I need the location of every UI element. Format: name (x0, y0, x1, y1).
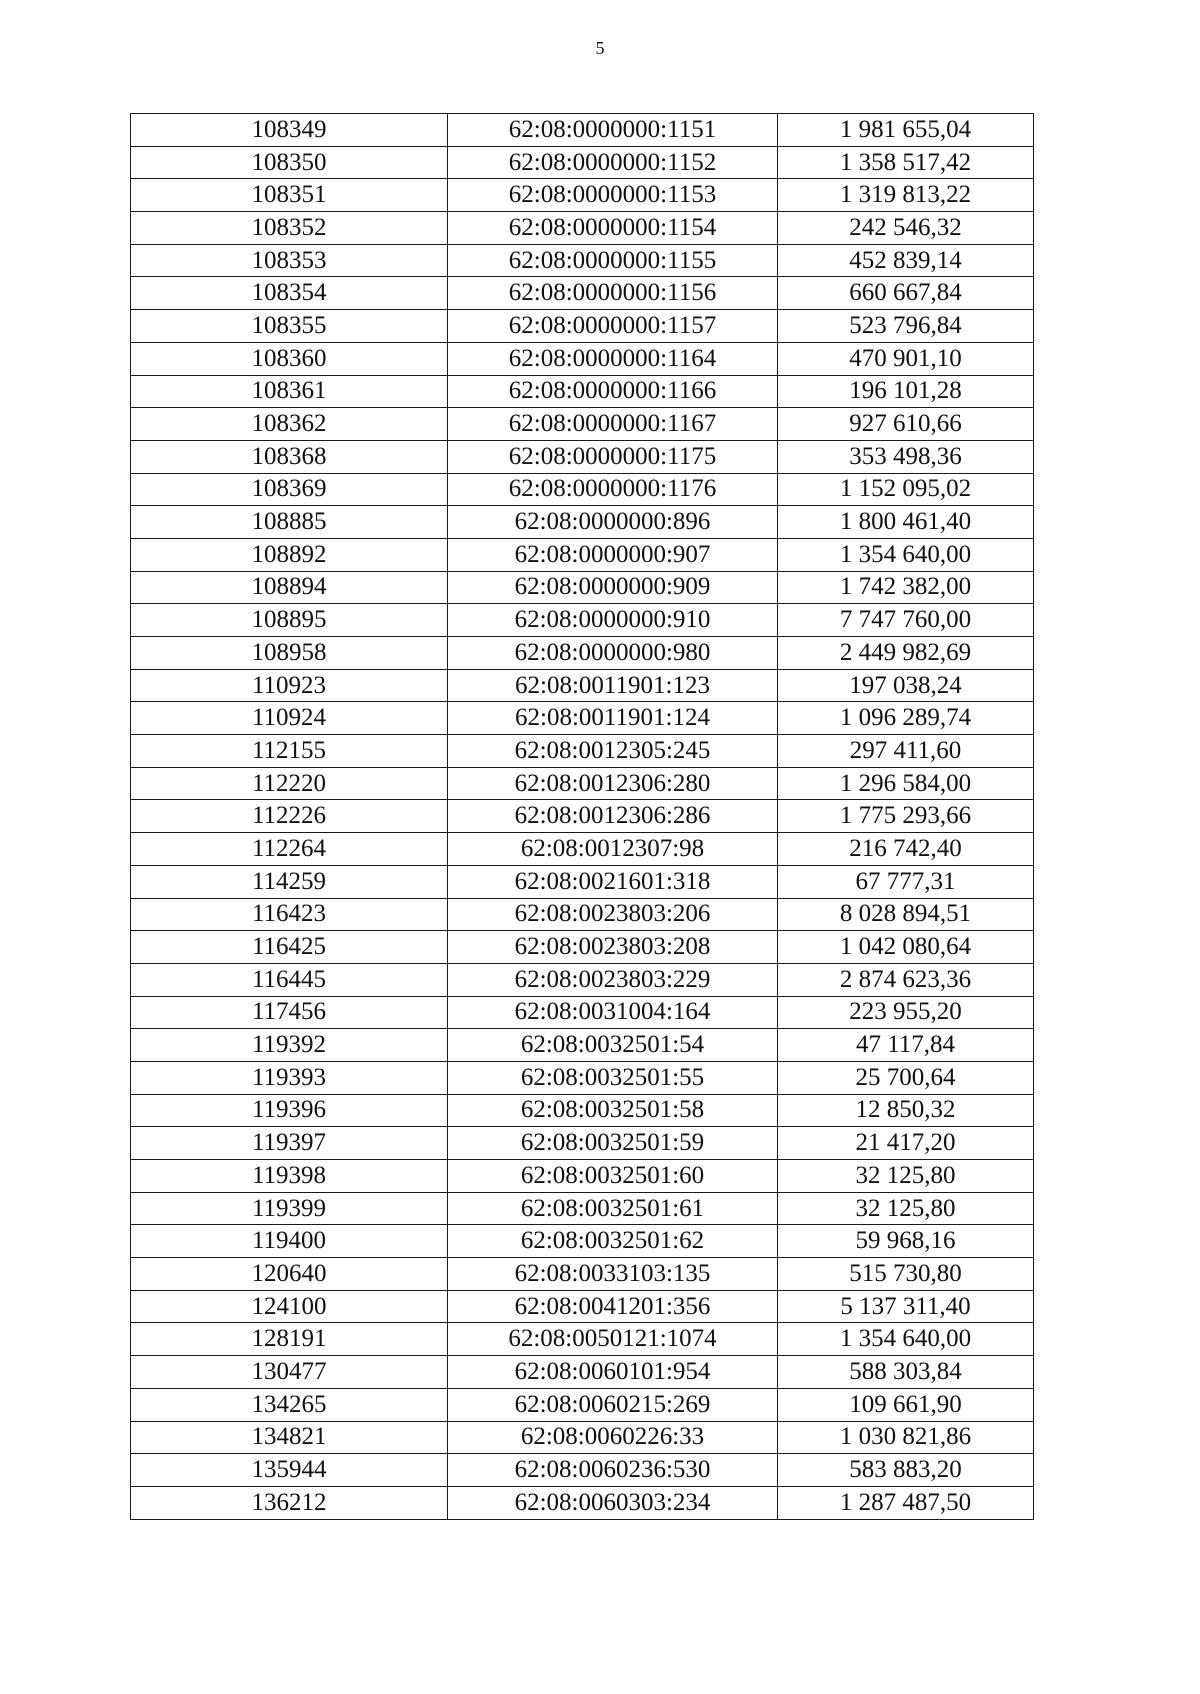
cadastral-value-table (130, 113, 1034, 1520)
row-number-cell: 120640 (131, 1258, 448, 1291)
cadastral-number-cell: 62:08:0032501:62 (448, 1225, 778, 1258)
row-number-cell: 119400 (131, 1225, 448, 1258)
cadastral-value-cell: 1 030 821,86 (778, 1421, 1034, 1454)
cadastral-number-cell: 62:08:0012306:280 (448, 767, 778, 800)
cadastral-value-cell: 588 303,84 (778, 1356, 1034, 1389)
cadastral-number-cell: 62:08:0023803:206 (448, 898, 778, 931)
cadastral-value-cell: 452 839,14 (778, 244, 1034, 277)
row-number-cell: 114259 (131, 865, 448, 898)
row-number-cell: 108350 (131, 146, 448, 179)
cadastral-number-cell: 62:08:0000000:909 (448, 571, 778, 604)
row-number-cell: 117456 (131, 996, 448, 1029)
cadastral-number-cell: 62:08:0060236:530 (448, 1454, 778, 1487)
row-number-cell: 108354 (131, 277, 448, 310)
table-row (131, 244, 1034, 277)
row-number-cell: 108958 (131, 637, 448, 670)
row-number-cell: 124100 (131, 1290, 448, 1323)
cadastral-value-cell: 523 796,84 (778, 310, 1034, 343)
cadastral-value-cell: 21 417,20 (778, 1127, 1034, 1160)
cadastral-value-cell: 1 981 655,04 (778, 114, 1034, 147)
cadastral-number-cell: 62:08:0000000:1154 (448, 212, 778, 245)
row-number-cell: 119399 (131, 1192, 448, 1225)
cadastral-value-cell: 5 137 311,40 (778, 1290, 1034, 1323)
cadastral-value-cell: 7 747 760,00 (778, 604, 1034, 637)
cadastral-value-cell: 242 546,32 (778, 212, 1034, 245)
row-number-cell: 134265 (131, 1388, 448, 1421)
cadastral-value-cell: 515 730,80 (778, 1258, 1034, 1291)
table-row (131, 637, 1034, 670)
cadastral-number-cell: 62:08:0000000:1153 (448, 179, 778, 212)
table-row (131, 800, 1034, 833)
cadastral-value-cell: 1 354 640,00 (778, 538, 1034, 571)
table-row (131, 1388, 1034, 1421)
cadastral-number-cell: 62:08:0023803:208 (448, 931, 778, 964)
row-number-cell: 136212 (131, 1486, 448, 1519)
row-number-cell: 135944 (131, 1454, 448, 1487)
cadastral-number-cell: 62:08:0000000:1175 (448, 440, 778, 473)
row-number-cell: 112155 (131, 735, 448, 768)
table-row (131, 735, 1034, 768)
table-row (131, 1061, 1034, 1094)
table-row (131, 1029, 1034, 1062)
cadastral-number-cell: 62:08:0012307:98 (448, 833, 778, 866)
cadastral-value-cell: 660 667,84 (778, 277, 1034, 310)
cadastral-value-cell: 1 152 095,02 (778, 473, 1034, 506)
cadastral-value-cell: 47 117,84 (778, 1029, 1034, 1062)
row-number-cell: 108895 (131, 604, 448, 637)
table-row (131, 1094, 1034, 1127)
table-row (131, 931, 1034, 964)
table-row (131, 440, 1034, 473)
cadastral-value-cell: 25 700,64 (778, 1061, 1034, 1094)
cadastral-number-cell: 62:08:0060226:33 (448, 1421, 778, 1454)
table-row (131, 212, 1034, 245)
table-row (131, 604, 1034, 637)
cadastral-number-cell: 62:08:0060303:234 (448, 1486, 778, 1519)
cadastral-number-cell: 62:08:0033103:135 (448, 1258, 778, 1291)
table-row (131, 767, 1034, 800)
table-row (131, 114, 1034, 147)
row-number-cell: 134821 (131, 1421, 448, 1454)
cadastral-number-cell: 62:08:0032501:54 (448, 1029, 778, 1062)
cadastral-value-cell: 216 742,40 (778, 833, 1034, 866)
row-number-cell: 110923 (131, 669, 448, 702)
table-row (131, 1225, 1034, 1258)
table-row (131, 1323, 1034, 1356)
cadastral-number-cell: 62:08:0023803:229 (448, 963, 778, 996)
cadastral-number-cell: 62:08:0000000:1152 (448, 146, 778, 179)
cadastral-value-cell: 32 125,80 (778, 1160, 1034, 1193)
cadastral-number-cell: 62:08:0041201:356 (448, 1290, 778, 1323)
cadastral-number-cell: 62:08:0000000:1167 (448, 408, 778, 441)
table-row (131, 342, 1034, 375)
row-number-cell: 108368 (131, 440, 448, 473)
row-number-cell: 130477 (131, 1356, 448, 1389)
cadastral-number-cell: 62:08:0060101:954 (448, 1356, 778, 1389)
cadastral-value-cell: 8 028 894,51 (778, 898, 1034, 931)
table-row (131, 833, 1034, 866)
cadastral-number-cell: 62:08:0012306:286 (448, 800, 778, 833)
cadastral-value-cell: 32 125,80 (778, 1192, 1034, 1225)
row-number-cell: 108892 (131, 538, 448, 571)
cadastral-value-cell: 197 038,24 (778, 669, 1034, 702)
table-row (131, 1356, 1034, 1389)
cadastral-value-cell: 1 800 461,40 (778, 506, 1034, 539)
cadastral-value-cell: 1 287 487,50 (778, 1486, 1034, 1519)
cadastral-number-cell: 62:08:0050121:1074 (448, 1323, 778, 1356)
cadastral-value-cell: 1 319 813,22 (778, 179, 1034, 212)
row-number-cell: 108894 (131, 571, 448, 604)
table-row (131, 898, 1034, 931)
cadastral-value-cell: 1 358 517,42 (778, 146, 1034, 179)
table-row (131, 1486, 1034, 1519)
table-row (131, 1290, 1034, 1323)
table-row (131, 865, 1034, 898)
cadastral-value-cell: 583 883,20 (778, 1454, 1034, 1487)
cadastral-value-cell: 223 955,20 (778, 996, 1034, 1029)
cadastral-value-cell: 297 411,60 (778, 735, 1034, 768)
cadastral-number-cell: 62:08:0032501:60 (448, 1160, 778, 1193)
table-row (131, 146, 1034, 179)
table-row (131, 963, 1034, 996)
row-number-cell: 119392 (131, 1029, 448, 1062)
cadastral-value-cell: 1 354 640,00 (778, 1323, 1034, 1356)
cadastral-value-cell: 67 777,31 (778, 865, 1034, 898)
cadastral-value-cell: 353 498,36 (778, 440, 1034, 473)
cadastral-number-cell: 62:08:0000000:980 (448, 637, 778, 670)
cadastral-value-cell: 470 901,10 (778, 342, 1034, 375)
row-number-cell: 112226 (131, 800, 448, 833)
table-row (131, 1160, 1034, 1193)
row-number-cell: 119393 (131, 1061, 448, 1094)
table-row (131, 375, 1034, 408)
cadastral-value-cell: 12 850,32 (778, 1094, 1034, 1127)
cadastral-number-cell: 62:08:0000000:1156 (448, 277, 778, 310)
cadastral-number-cell: 62:08:0011901:124 (448, 702, 778, 735)
row-number-cell: 112264 (131, 833, 448, 866)
table-row (131, 310, 1034, 343)
cadastral-number-cell: 62:08:0000000:1176 (448, 473, 778, 506)
page-number: 5 (595, 38, 605, 58)
table-row (131, 473, 1034, 506)
table-row (131, 179, 1034, 212)
row-number-cell: 128191 (131, 1323, 448, 1356)
cadastral-value-cell: 1 096 289,74 (778, 702, 1034, 735)
table-row (131, 1127, 1034, 1160)
table-row (131, 1258, 1034, 1291)
table-row (131, 277, 1034, 310)
table-row (131, 571, 1034, 604)
cadastral-number-cell: 62:08:0012305:245 (448, 735, 778, 768)
cadastral-number-cell: 62:08:0021601:318 (448, 865, 778, 898)
cadastral-number-cell: 62:08:0031004:164 (448, 996, 778, 1029)
cadastral-number-cell: 62:08:0000000:896 (448, 506, 778, 539)
cadastral-number-cell: 62:08:0000000:1166 (448, 375, 778, 408)
row-number-cell: 108355 (131, 310, 448, 343)
cadastral-number-cell: 62:08:0032501:55 (448, 1061, 778, 1094)
table-row (131, 506, 1034, 539)
cadastral-value-cell: 1 296 584,00 (778, 767, 1034, 800)
cadastral-number-cell: 62:08:0011901:123 (448, 669, 778, 702)
cadastral-value-cell: 1 775 293,66 (778, 800, 1034, 833)
cadastral-value-cell: 1 742 382,00 (778, 571, 1034, 604)
row-number-cell: 116445 (131, 963, 448, 996)
cadastral-number-cell: 62:08:0000000:907 (448, 538, 778, 571)
row-number-cell: 108349 (131, 114, 448, 147)
row-number-cell: 116425 (131, 931, 448, 964)
cadastral-value-cell: 109 661,90 (778, 1388, 1034, 1421)
table-row (131, 1421, 1034, 1454)
table-row (131, 408, 1034, 441)
table-row (131, 996, 1034, 1029)
cadastral-number-cell: 62:08:0032501:59 (448, 1127, 778, 1160)
cadastral-value-cell: 1 042 080,64 (778, 931, 1034, 964)
table-row (131, 538, 1034, 571)
cadastral-number-cell: 62:08:0060215:269 (448, 1388, 778, 1421)
table-row (131, 702, 1034, 735)
row-number-cell: 108369 (131, 473, 448, 506)
row-number-cell: 108362 (131, 408, 448, 441)
row-number-cell: 108352 (131, 212, 448, 245)
cadastral-value-cell: 196 101,28 (778, 375, 1034, 408)
row-number-cell: 108360 (131, 342, 448, 375)
row-number-cell: 112220 (131, 767, 448, 800)
cadastral-number-cell: 62:08:0000000:910 (448, 604, 778, 637)
table-row (131, 669, 1034, 702)
cadastral-value-cell: 59 968,16 (778, 1225, 1034, 1258)
table-row (131, 1192, 1034, 1225)
cadastral-number-cell: 62:08:0000000:1157 (448, 310, 778, 343)
row-number-cell: 119396 (131, 1094, 448, 1127)
row-number-cell: 110924 (131, 702, 448, 735)
cadastral-number-cell: 62:08:0000000:1155 (448, 244, 778, 277)
row-number-cell: 119398 (131, 1160, 448, 1193)
row-number-cell: 116423 (131, 898, 448, 931)
table-body (131, 114, 1034, 1520)
row-number-cell: 108353 (131, 244, 448, 277)
row-number-cell: 119397 (131, 1127, 448, 1160)
row-number-cell: 108361 (131, 375, 448, 408)
cadastral-number-cell: 62:08:0032501:61 (448, 1192, 778, 1225)
table-row (131, 1454, 1034, 1487)
cadastral-value-cell: 2 874 623,36 (778, 963, 1034, 996)
cadastral-value-cell: 2 449 982,69 (778, 637, 1034, 670)
cadastral-number-cell: 62:08:0000000:1151 (448, 114, 778, 147)
row-number-cell: 108351 (131, 179, 448, 212)
cadastral-number-cell: 62:08:0032501:58 (448, 1094, 778, 1127)
row-number-cell: 108885 (131, 506, 448, 539)
cadastral-value-cell: 927 610,66 (778, 408, 1034, 441)
cadastral-number-cell: 62:08:0000000:1164 (448, 342, 778, 375)
